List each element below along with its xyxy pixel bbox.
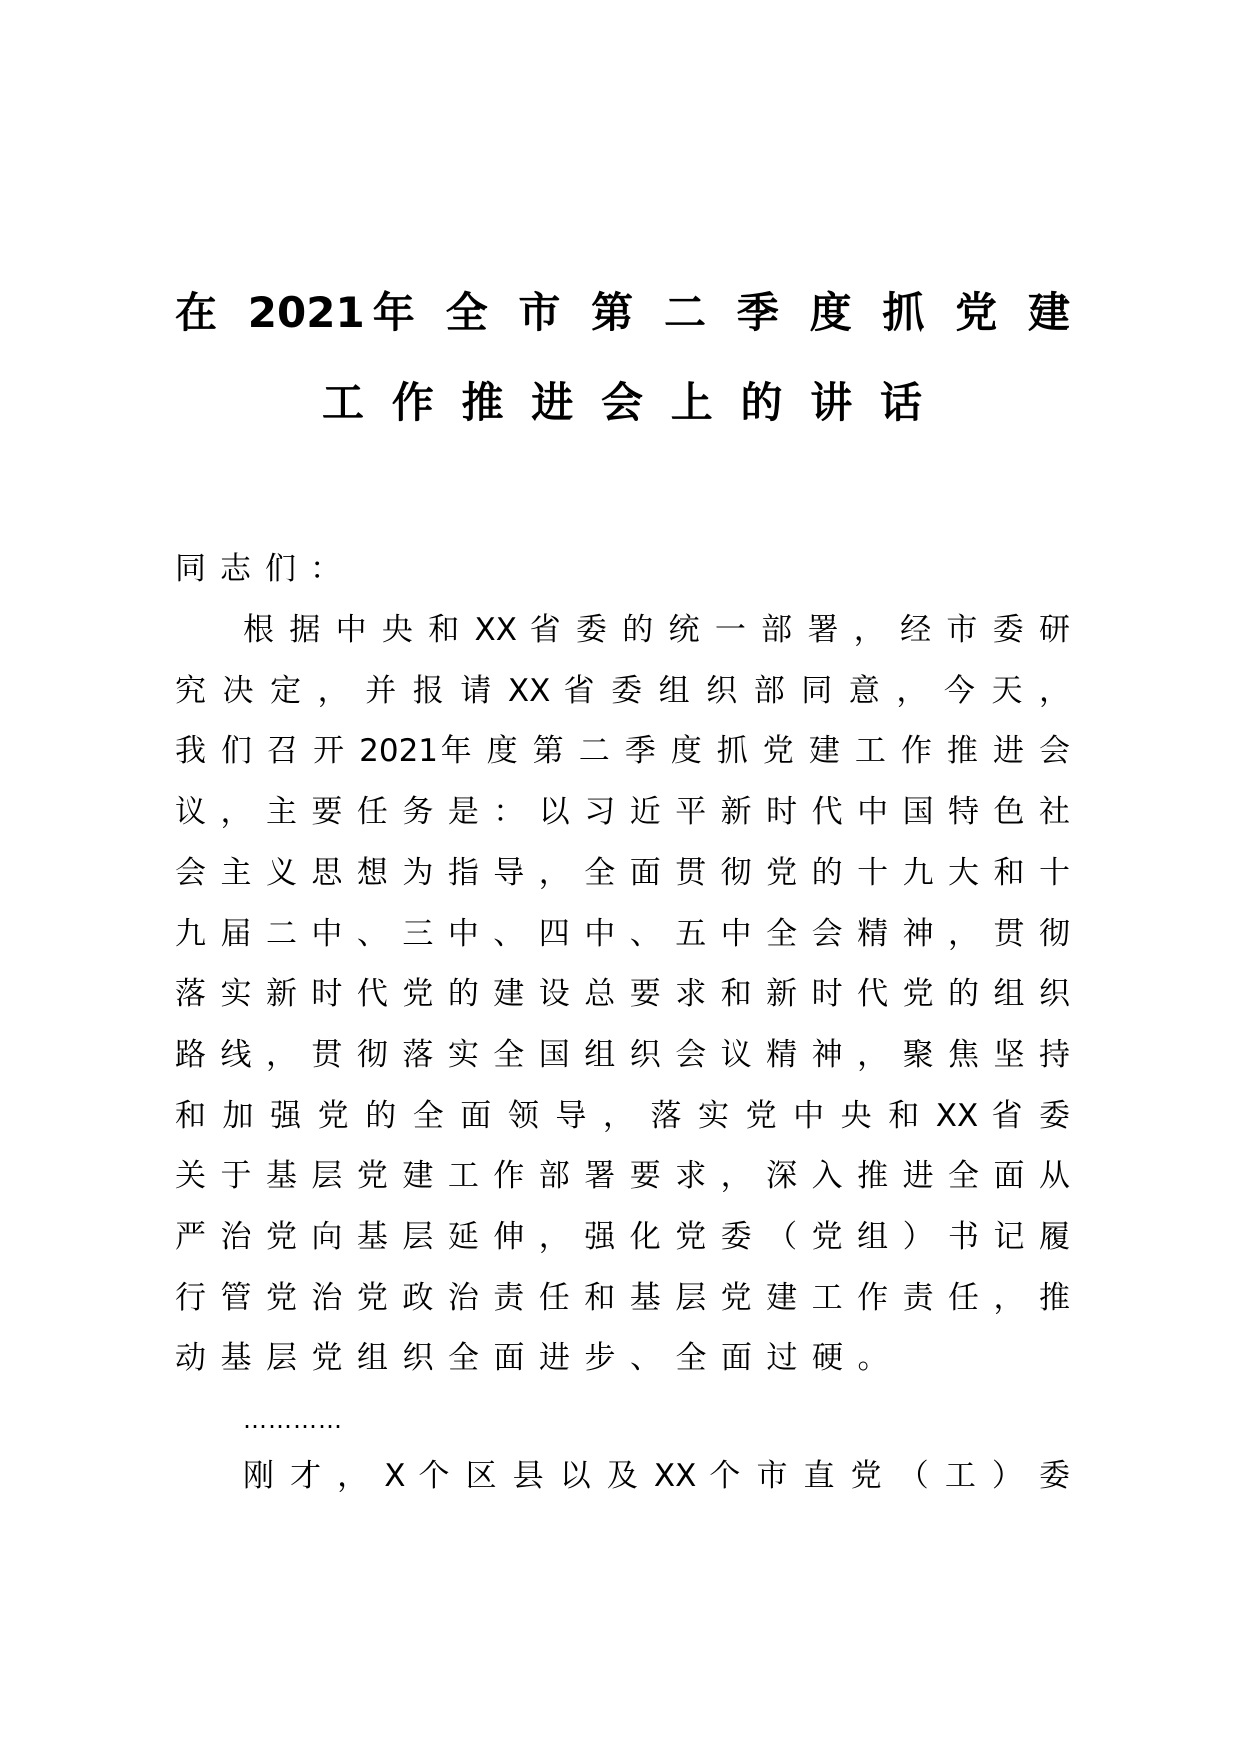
paragraph-2-line: 刚 才 ， X 个 区 县 以 及 XX 个 市 直 党 （ 工 ） 委	[243, 1458, 1070, 1494]
title-line-1: 在 2021年 全 市 第 二 季 度 抓 党 建	[175, 288, 1070, 337]
ellipsis: …………	[243, 1406, 343, 1434]
paragraph-line: 行 管 党 治 党 政 治 责 任 和 基 层 党 建 工 作 责 任 ， 推	[175, 1279, 1070, 1316]
paragraph-line: 和 加 强 党 的 全 面 领 导 ， 落 实 党 中 央 和 XX 省 委	[175, 1097, 1071, 1134]
paragraph-line: 会 主 义 思 想 为 指 导 ， 全 面 贯 彻 党 的 十 九 大 和 十	[175, 854, 1070, 891]
paragraph-line: 路 线 ， 贯 彻 落 实 全 国 组 织 会 议 精 神 ， 聚 焦 坚 持	[175, 1036, 1070, 1073]
paragraph-line: 根 据 中 央 和 XX 省 委 的 统 一 部 署 ， 经 市 委 研	[243, 612, 1070, 648]
paragraph-line: 我 们 召 开 2021年 度 第 二 季 度 抓 党 建 工 作 推 进 会	[175, 733, 1070, 770]
title-line-2: 工 作 推 进 会 上 的 讲 话	[322, 378, 922, 427]
paragraph-line: 九 届 二 中 、 三 中 、 四 中 、 五 中 全 会 精 神 ， 贯 彻	[175, 915, 1070, 952]
paragraph-line: 究 决 定 ， 并 报 请 XX 省 委 组 织 部 同 意 ， 今 天 ，	[175, 672, 1071, 709]
paragraph-line: 落 实 新 时 代 党 的 建 设 总 要 求 和 新 时 代 党 的 组 织	[175, 976, 1070, 1013]
paragraph-line: 关 于 基 层 党 建 工 作 部 署 要 求 ， 深 入 推 进 全 面 从	[175, 1158, 1070, 1195]
paragraph-line: 动基层党组织全面进步、全面过硬。	[175, 1340, 903, 1377]
salutation: 同志们：	[175, 551, 355, 587]
paragraph-line: 议 ， 主 要 任 务 是 ： 以 习 近 平 新 时 代 中 国 特 色 社	[175, 794, 1070, 831]
paragraph-line: 严 治 党 向 基 层 延 伸 ， 强 化 党 委 （ 党 组 ） 书 记 履	[175, 1219, 1070, 1255]
